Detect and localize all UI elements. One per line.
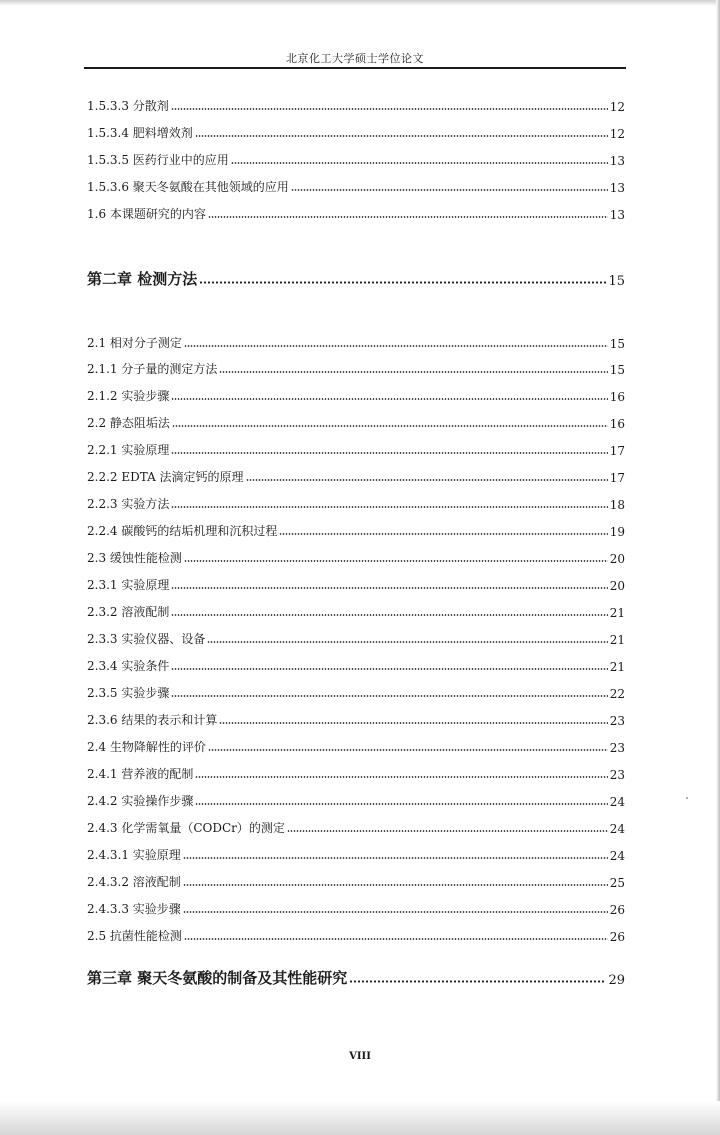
- dot-leader: [208, 216, 608, 218]
- dot-leader: [208, 749, 608, 751]
- dot-leader: [199, 281, 606, 284]
- toc-entry-label: 2.2.3 实验方法: [87, 497, 170, 511]
- toc-entry-page: 13: [609, 154, 625, 168]
- toc-entry-page: 18: [609, 498, 625, 512]
- dot-leader: [195, 135, 608, 137]
- toc-entry-page: 15: [609, 363, 625, 377]
- toc-entry-page: 25: [609, 876, 625, 890]
- toc-entry[interactable]: [87, 202, 625, 222]
- toc-entry[interactable]: [87, 492, 625, 512]
- dot-leader: [231, 162, 608, 164]
- toc-entry[interactable]: [87, 843, 625, 863]
- toc-entry-label: 2.1.2 实验步骤: [87, 389, 170, 403]
- toc-entry[interactable]: [87, 384, 625, 404]
- toc-entry-label: 1.5.3.6 聚天冬氨酸在其他领域的应用: [87, 180, 289, 194]
- toc-entry-page: 20: [609, 579, 625, 593]
- toc-chapter-entry[interactable]: [87, 962, 625, 988]
- dot-leader: [195, 776, 607, 778]
- dot-leader: [171, 695, 607, 697]
- toc-entry[interactable]: [87, 438, 625, 458]
- toc-entry[interactable]: [87, 627, 625, 647]
- dot-leader: [172, 425, 608, 427]
- toc-entry[interactable]: [87, 465, 625, 485]
- toc-entry[interactable]: [87, 519, 625, 539]
- toc-entry[interactable]: [87, 924, 625, 944]
- header-rule: [84, 67, 626, 69]
- toc-entry[interactable]: [87, 735, 625, 755]
- toc-entry-label: 2.4.2 实验操作步骤: [87, 794, 194, 808]
- toc-entry-label: 2.4 生物降解性的评价: [87, 740, 206, 754]
- toc-entry-page: 23: [609, 714, 625, 728]
- toc-entry[interactable]: [87, 573, 625, 593]
- toc-entry-page: 15: [608, 274, 625, 289]
- dot-leader: [219, 371, 607, 373]
- toc-entry-label: 2.3 缓蚀性能检测: [87, 551, 182, 565]
- scan-edge-top: [0, 0, 720, 6]
- toc-entry-label: 2.4.3.2 溶液配制: [87, 875, 181, 889]
- dot-leader: [291, 189, 608, 191]
- toc-entry-label: 2.3.4 实验条件: [87, 659, 170, 673]
- toc-entry[interactable]: [87, 331, 625, 351]
- dot-leader: [183, 911, 608, 913]
- toc-chapter-entry[interactable]: [87, 263, 625, 289]
- toc-entry[interactable]: [87, 789, 625, 809]
- dot-leader: [195, 803, 607, 805]
- toc-entry-label: 2.2 静态阻垢法: [87, 416, 170, 430]
- toc-entry-label: 2.1 相对分子测定: [87, 336, 182, 350]
- toc-entry-label: 1.5.3.3 分散剂: [87, 99, 169, 113]
- page-number: VIII: [349, 1051, 371, 1062]
- toc-entry-label: 2.1.1 分子量的测定方法: [87, 362, 218, 376]
- toc-entry-label: 2.2.1 实验原理: [87, 443, 170, 457]
- toc-entry-label: 第三章 聚天冬氨酸的制备及其性能研究: [87, 969, 348, 987]
- toc-entry-page: 17: [609, 444, 625, 458]
- toc-entry-label: 2.4.3.3 实验步骤: [87, 902, 181, 916]
- toc-entry[interactable]: [87, 762, 625, 782]
- toc-entry-label: 2.4.3 化学需氧量（CODCr）的测定: [87, 821, 285, 835]
- dot-leader: [171, 614, 607, 616]
- dot-leader: [287, 830, 608, 832]
- toc-entry-label: 1.6 本课题研究的内容: [87, 207, 206, 221]
- toc-entry-label: 2.4.1 营养液的配制: [87, 767, 194, 781]
- toc-entry-page: 12: [609, 100, 625, 114]
- toc-entry-label: 2.3.5 实验步骤: [87, 686, 170, 700]
- toc-entry-label: 2.3.2 溶液配制: [87, 605, 170, 619]
- dot-leader: [279, 533, 607, 535]
- toc-entry-page: 24: [609, 822, 625, 836]
- running-header: 北京化工大学硕士学位论文: [286, 52, 424, 65]
- toc-entry-label: 第二章 检测方法: [87, 270, 198, 288]
- toc-entry-label: 1.5.3.5 医药行业中的应用: [87, 153, 229, 167]
- dot-leader: [246, 479, 608, 481]
- scan-edge-right: [716, 0, 720, 1135]
- dot-leader: [183, 857, 608, 859]
- toc-entry-page: 20: [609, 552, 625, 566]
- dot-leader: [171, 668, 607, 670]
- toc-entry-label: 2.2.4 碳酸钙的结垢机理和沉积过程: [87, 524, 278, 538]
- toc-entry[interactable]: [87, 546, 625, 566]
- toc-entry-page: 29: [608, 973, 625, 988]
- dot-leader: [171, 108, 608, 110]
- toc-entry-page: 12: [609, 127, 625, 141]
- toc-entry-page: 23: [609, 741, 625, 755]
- dot-leader: [171, 452, 607, 454]
- toc-entry-page: 21: [609, 606, 625, 620]
- toc-entry-page: 24: [609, 849, 625, 863]
- toc-entry[interactable]: [87, 357, 625, 377]
- dot-leader: [184, 560, 608, 562]
- toc-entry-page: 22: [609, 687, 625, 701]
- toc-entry-page: 21: [609, 633, 625, 647]
- toc-entry-page: 13: [609, 181, 625, 195]
- dot-leader: [171, 398, 607, 400]
- toc-entry[interactable]: [87, 897, 625, 917]
- dot-leader: [207, 641, 607, 643]
- toc-entry-label: 2.3.3 实验仪器、设备: [87, 632, 206, 646]
- toc-entry[interactable]: [87, 654, 625, 674]
- scan-edge-bottom: [0, 1101, 720, 1135]
- toc-entry[interactable]: [87, 600, 625, 620]
- toc-entry-label: 2.3.1 实验原理: [87, 578, 170, 592]
- toc-entry-page: 16: [609, 390, 625, 404]
- toc-entry-label: 2.4.3.1 实验原理: [87, 848, 181, 862]
- dot-leader: [184, 345, 608, 347]
- dot-leader: [183, 884, 608, 886]
- toc-entry-page: 19: [609, 525, 625, 539]
- toc-entry-page: 23: [609, 768, 625, 782]
- toc-entry[interactable]: [87, 816, 625, 836]
- dot-leader: [184, 938, 608, 940]
- toc-entry-page: 24: [609, 795, 625, 809]
- toc-entry-page: 26: [609, 903, 625, 917]
- toc-entry[interactable]: [87, 681, 625, 701]
- toc-entry[interactable]: [87, 708, 625, 728]
- toc-entry[interactable]: [87, 870, 625, 890]
- toc-entry[interactable]: [87, 94, 625, 114]
- dot-leader: [219, 722, 607, 724]
- toc-entry-label: 2.2.2 EDTA 法滴定钙的原理: [87, 470, 244, 484]
- toc-entry-page: 21: [609, 660, 625, 674]
- toc-entry-page: 17: [609, 471, 625, 485]
- toc-entry-page: 26: [609, 930, 625, 944]
- toc-entry[interactable]: [87, 148, 625, 168]
- toc-entry-label: 1.5.3.4 肥料增效剂: [87, 126, 193, 140]
- dot-leader: [171, 587, 607, 589]
- scan-speck: [686, 797, 688, 799]
- toc-entry-page: 16: [609, 417, 625, 431]
- toc-entry[interactable]: [87, 121, 625, 141]
- toc-entry-page: 15: [609, 337, 625, 351]
- toc-entry-label: 2.3.6 结果的表示和计算: [87, 713, 218, 727]
- toc-entry[interactable]: [87, 411, 625, 431]
- dot-leader: [171, 506, 607, 508]
- toc-entry-label: 2.5 抗菌性能检测: [87, 929, 182, 943]
- toc-entry[interactable]: [87, 175, 625, 195]
- toc-entry-page: 13: [609, 208, 625, 222]
- dot-leader: [349, 980, 606, 983]
